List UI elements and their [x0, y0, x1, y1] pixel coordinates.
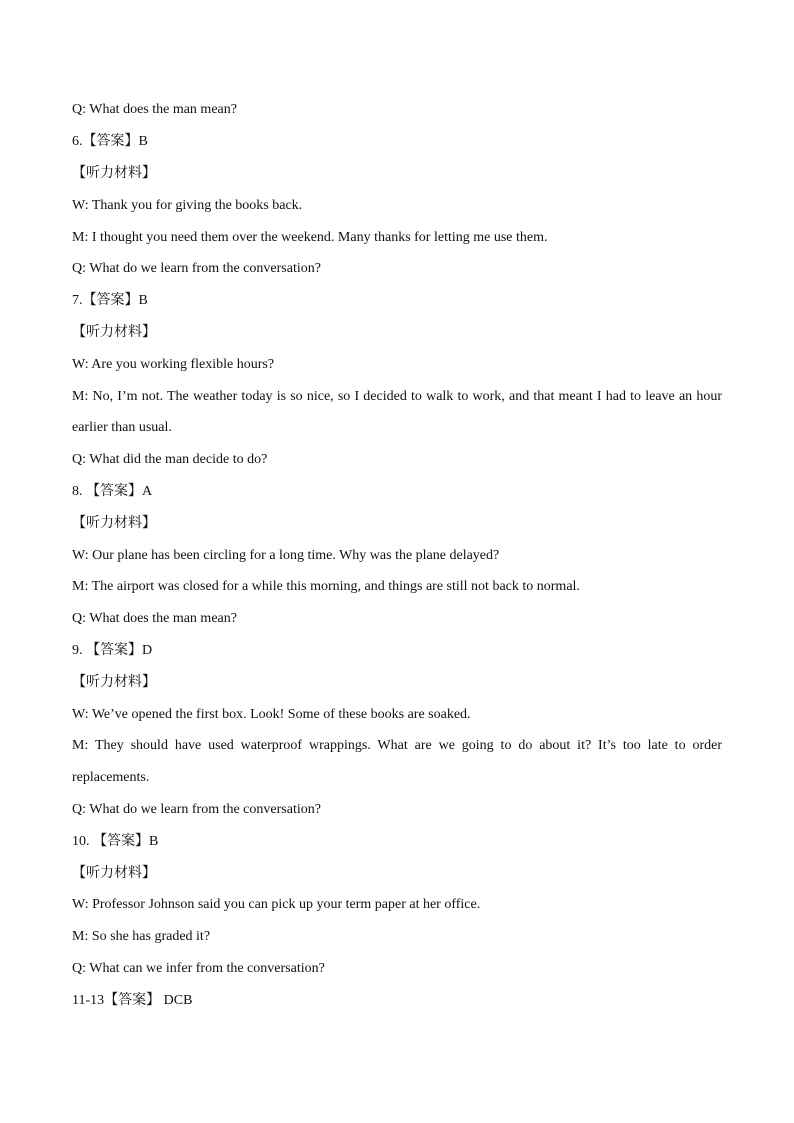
dialogue-line: W: Are you working flexible hours?	[72, 357, 275, 372]
question-line: Q: What does the man mean?	[72, 611, 237, 626]
section-heading: 【听力材料】	[72, 675, 156, 690]
question-line: Q: What do we learn from the conversation?	[72, 261, 321, 276]
dialogue-line: M: I thought you need them over the weekend. Many thanks for letting me use them.	[72, 230, 548, 245]
dialogue-line-continued: replacements.	[72, 770, 150, 785]
answer-line: 9. 【答案】D	[72, 643, 153, 658]
section-heading: 【听力材料】	[72, 516, 156, 531]
answer-line: 11-13【答案】 DCB	[72, 993, 193, 1008]
dialogue-line: W: Professor Johnson said you can pick up your term paper at her office.	[72, 897, 481, 912]
dialogue-line: W: We’ve opened the first box. Look! Some of these books are soaked.	[72, 707, 471, 722]
dialogue-line: M: The airport was closed for a while this morning, and things are still not back to normal.	[72, 579, 580, 594]
dialogue-line: M: No, I’m not. The weather today is so nice, so I decided to walk to work, and that meant I had to leave an hour	[72, 389, 722, 404]
answer-line: 6.【答案】B	[72, 134, 148, 149]
dialogue-line: W: Thank you for giving the books back.	[72, 198, 303, 213]
answer-line: 8. 【答案】A	[72, 484, 153, 499]
dialogue-line: M: So she has graded it?	[72, 929, 211, 944]
section-heading: 【听力材料】	[72, 166, 156, 181]
answer-line: 7.【答案】B	[72, 293, 148, 308]
question-line: Q: What do we learn from the conversation?	[72, 802, 321, 817]
question-line: Q: What does the man mean?	[72, 102, 237, 117]
section-heading: 【听力材料】	[72, 866, 156, 881]
dialogue-line-continued: earlier than usual.	[72, 420, 172, 435]
question-line: Q: What did the man decide to do?	[72, 452, 268, 467]
dialogue-line: M: They should have used waterproof wrappings. What are we going to do about it? It’s too late to order	[72, 738, 722, 753]
question-line: Q: What can we infer from the conversation?	[72, 961, 325, 976]
section-heading: 【听力材料】	[72, 325, 156, 340]
dialogue-line: W: Our plane has been circling for a long time. Why was the plane delayed?	[72, 548, 500, 563]
answer-line: 10. 【答案】B	[72, 834, 159, 849]
